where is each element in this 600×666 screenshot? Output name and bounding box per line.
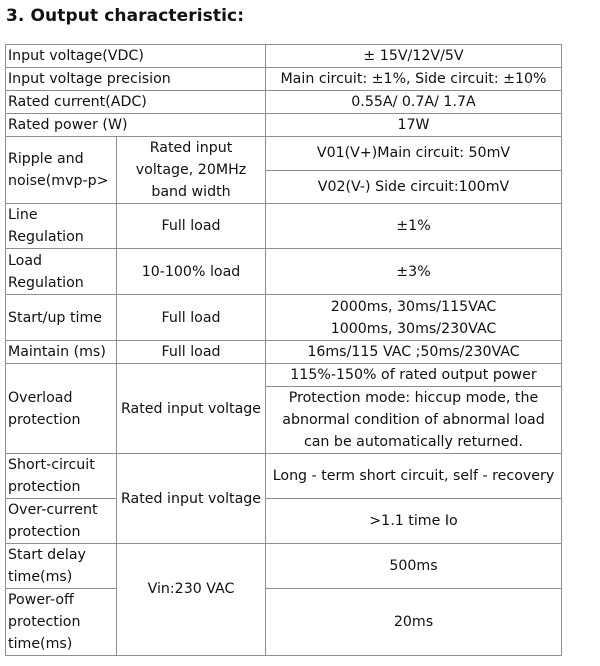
overload-label: Overload protection: [6, 364, 117, 454]
input-precision-label: Input voltage precision: [6, 68, 266, 91]
table-row: [6, 544, 562, 589]
maintain-condition: Full load: [117, 341, 266, 364]
overload-condition: Rated input voltage: [117, 364, 266, 454]
load-regulation-label: Load Regulation: [6, 249, 117, 295]
power-off-label: Power-off protection time(ms): [6, 589, 117, 656]
table-row: [6, 45, 562, 68]
input-voltage-value: ± 15V/12V/5V: [266, 45, 562, 68]
line-regulation-value: ±1%: [266, 204, 562, 249]
overload-mode-value: Protection mode: hiccup mode, the abnormal condition of abnormal load can be automatically returned.: [266, 387, 562, 454]
start-delay-label: Start delay time(ms): [6, 544, 117, 589]
load-regulation-value: ±3%: [266, 249, 562, 295]
rated-power-label: Rated power (W): [6, 114, 266, 137]
ripple-side-value: V02(V-) Side circuit:100mV: [266, 170, 562, 204]
table-row: [6, 364, 562, 387]
line-regulation-label: Line Regulation: [6, 204, 117, 249]
rated-current-label: Rated current(ADC): [6, 91, 266, 114]
table-row: [6, 91, 562, 114]
ripple-main-value: V01(V+)Main circuit: 50mV: [266, 137, 562, 171]
table-row: [6, 589, 562, 656]
ripple-condition: Rated input voltage, 20MHz band width: [117, 137, 266, 204]
table-row: [6, 499, 562, 544]
start-up-value-230: 1000ms, 30ms/230VAC: [330, 320, 497, 337]
table-row: [6, 68, 562, 91]
delay-condition: Vin:230 VAC: [117, 544, 266, 656]
short-circuit-value: Long - term short circuit, self - recovery: [266, 454, 562, 499]
input-precision-value: Main circuit: ±1%, Side circuit: ±10%: [266, 68, 562, 91]
rated-power-value: 17W: [266, 114, 562, 137]
start-up-label: Start/up time: [6, 295, 117, 341]
table-row: [6, 295, 562, 341]
load-regulation-condition: 10-100% load: [117, 249, 266, 295]
input-voltage-label: Input voltage(VDC): [6, 45, 266, 68]
start-up-value-115: 2000ms, 30ms/115VAC: [330, 298, 497, 315]
start-up-condition: Full load: [117, 295, 266, 341]
table-row: [6, 454, 562, 499]
table-row: [6, 114, 562, 137]
start-up-value: [266, 295, 562, 341]
overload-range-value: 115%-150% of rated output power: [266, 364, 562, 387]
table-row: [6, 341, 562, 364]
protection-condition: Rated input voltage: [117, 454, 266, 544]
table-row: [6, 249, 562, 295]
table-row: [6, 137, 562, 171]
power-off-value: 20ms: [266, 589, 562, 656]
line-regulation-condition: Full load: [117, 204, 266, 249]
over-current-value: >1.1 time Io: [266, 499, 562, 544]
maintain-value: 16ms/115 VAC ;50ms/230VAC: [266, 341, 562, 364]
short-circuit-label: Short-circuit protection: [6, 454, 117, 499]
section-heading: 3. Output characteristic:: [6, 6, 245, 26]
output-characteristic-table: [5, 44, 562, 656]
maintain-label: Maintain (ms): [6, 341, 117, 364]
ripple-label: Ripple and noise(mvp-p>: [6, 137, 117, 204]
over-current-label: Over-current protection: [6, 499, 117, 544]
rated-current-value: 0.55A/ 0.7A/ 1.7A: [266, 91, 562, 114]
table-row: [6, 204, 562, 249]
start-delay-value: 500ms: [266, 544, 562, 589]
